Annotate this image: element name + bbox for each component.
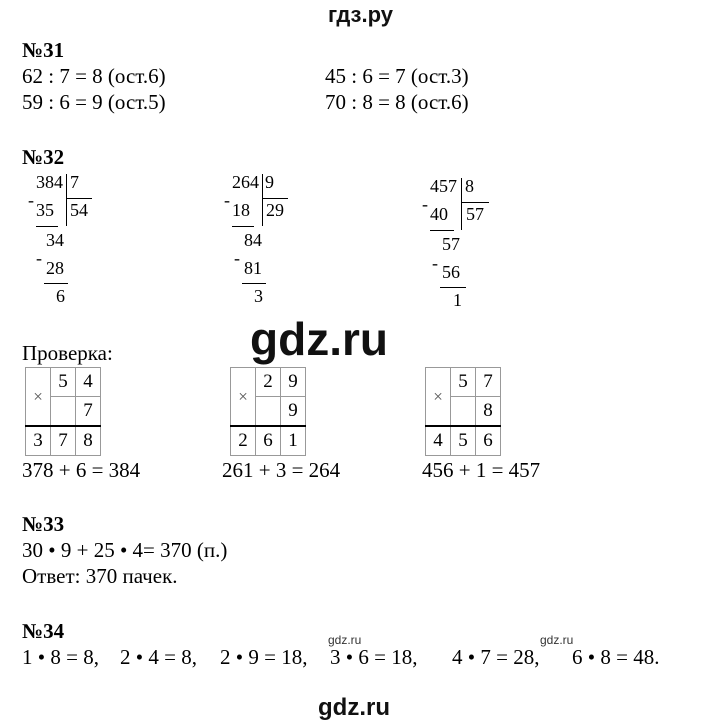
quotient: 57 xyxy=(466,204,484,224)
small-watermark: gdz.ru xyxy=(540,633,574,647)
digit: 1 xyxy=(281,426,306,456)
minus-sign: - xyxy=(234,248,240,268)
check-table-1 xyxy=(25,367,101,456)
task-34-product: 4 • 7 = 28, xyxy=(452,645,540,669)
task-33-title: №33 xyxy=(22,512,65,536)
remainder: 6 xyxy=(56,286,65,306)
digit xyxy=(256,397,281,427)
remainder-step: 34 xyxy=(46,230,64,250)
times-sign: × xyxy=(26,368,51,427)
digit: 2 xyxy=(231,426,256,456)
remainder: 3 xyxy=(254,286,263,306)
subtrahend-1: 18 xyxy=(232,200,250,220)
minus-sign: - xyxy=(224,190,230,210)
times-sign: × xyxy=(231,368,256,427)
divisor: 9 xyxy=(265,172,274,192)
digit: 4 xyxy=(426,426,451,456)
digit: 7 xyxy=(51,426,76,456)
minus-sign: - xyxy=(36,248,42,268)
task-34-product: 3 • 6 = 18, xyxy=(330,645,418,669)
digit: 9 xyxy=(281,368,306,397)
remainder-step: 84 xyxy=(244,230,262,250)
dividend: 384 xyxy=(36,172,63,192)
subtrahend-2: 81 xyxy=(244,258,262,278)
check-sum: 261 + 3 = 264 xyxy=(222,458,341,482)
subtrahend-1: 35 xyxy=(36,200,54,220)
minus-sign: - xyxy=(28,190,34,210)
digit: 6 xyxy=(476,426,501,456)
task-34-product: 6 • 8 = 48. xyxy=(572,645,660,669)
digit: 5 xyxy=(451,368,476,397)
digit: 9 xyxy=(281,397,306,427)
times-sign: × xyxy=(426,368,451,427)
header-watermark: гдз.ру xyxy=(328,2,393,27)
digit xyxy=(451,397,476,427)
task-31-item: 59 : 6 = 9 (ост.5) xyxy=(22,90,166,114)
task-33-answer: Ответ: 370 пачек. xyxy=(22,564,178,588)
dividend: 457 xyxy=(430,176,457,196)
task-34-product: 2 • 9 = 18, xyxy=(220,645,308,669)
digit: 5 xyxy=(51,368,76,397)
footer-watermark: gdz.ru xyxy=(318,694,390,721)
digit: 4 xyxy=(76,368,101,397)
remainder: 1 xyxy=(453,290,462,310)
minus-sign: - xyxy=(422,194,428,214)
subtrahend-2: 28 xyxy=(46,258,64,278)
subtrahend-1: 40 xyxy=(430,204,448,224)
digit: 5 xyxy=(451,426,476,456)
check-table-3 xyxy=(425,367,501,456)
task-32-title: №32 xyxy=(22,145,65,169)
check-table-2 xyxy=(230,367,306,456)
digit: 7 xyxy=(76,397,101,427)
small-watermark: gdz.ru xyxy=(328,633,362,647)
quotient: 29 xyxy=(266,200,284,220)
task-34-product: 2 • 4 = 8, xyxy=(120,645,197,669)
task-31-title: №31 xyxy=(22,38,65,62)
quotient: 54 xyxy=(70,200,88,220)
divisor: 7 xyxy=(70,172,79,192)
divisor: 8 xyxy=(465,176,474,196)
center-watermark: gdz.ru xyxy=(250,313,388,365)
digit: 3 xyxy=(26,426,51,456)
task-31-item: 45 : 6 = 7 (ост.3) xyxy=(325,64,469,88)
check-sum: 378 + 6 = 384 xyxy=(22,458,141,482)
dividend: 264 xyxy=(232,172,259,192)
task-33-solution: 30 • 9 + 25 • 4= 370 (п.) xyxy=(22,538,228,562)
digit: 8 xyxy=(476,397,501,427)
remainder-step: 57 xyxy=(442,234,460,254)
digit: 6 xyxy=(256,426,281,456)
task-31-item: 70 : 8 = 8 (ост.6) xyxy=(325,90,469,114)
digit xyxy=(51,397,76,427)
task-34-product: 1 • 8 = 8, xyxy=(22,645,99,669)
check-sum: 456 + 1 = 457 xyxy=(422,458,541,482)
subtrahend-2: 56 xyxy=(442,262,460,282)
task-34-title: №34 xyxy=(22,619,65,643)
digit: 7 xyxy=(476,368,501,397)
digit: 8 xyxy=(76,426,101,456)
task-31-item: 62 : 7 = 8 (ост.6) xyxy=(22,64,166,88)
minus-sign: - xyxy=(432,253,438,273)
check-label: Проверка: xyxy=(22,341,113,365)
digit: 2 xyxy=(256,368,281,397)
